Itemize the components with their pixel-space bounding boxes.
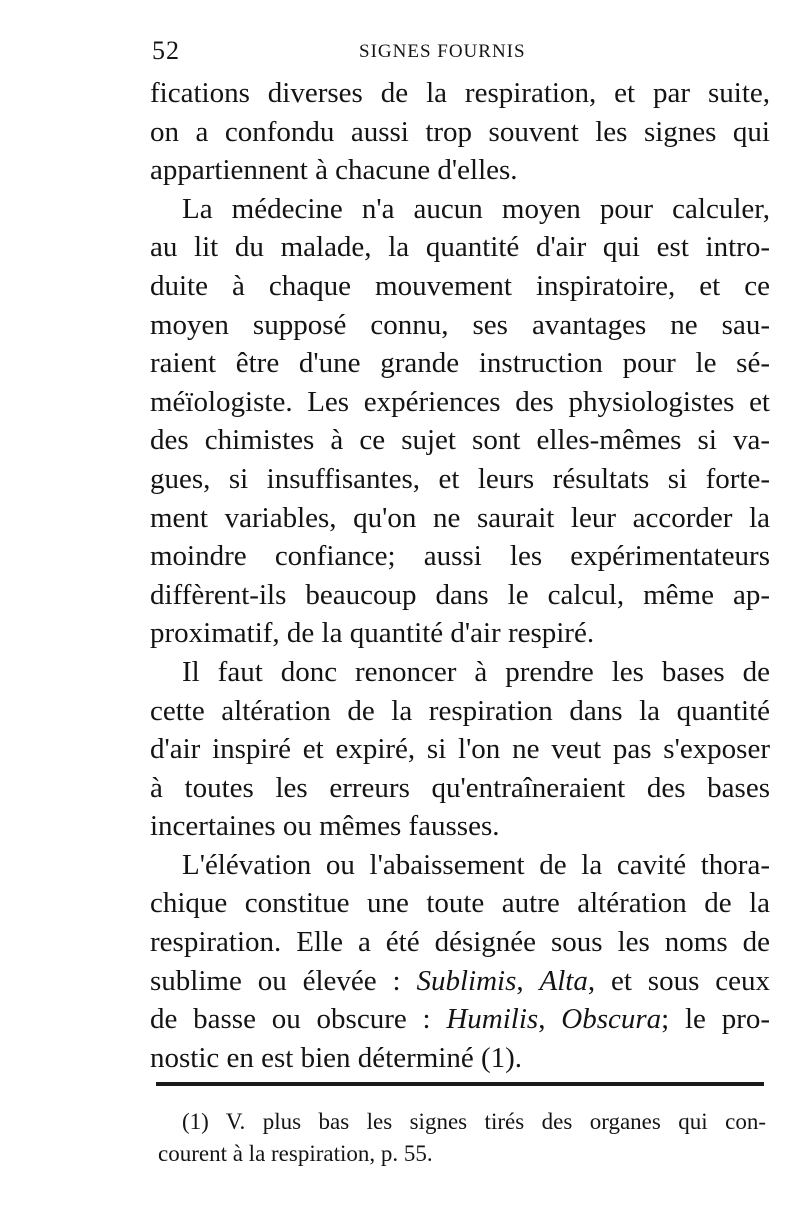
text-line: La médecine n'a aucun moyen pour calculer,: [182, 192, 770, 225]
text-line: [150, 962, 770, 1001]
text-line: on a confondu aussi trop souvent les signes qui: [150, 115, 770, 148]
text-line: duite à chaque mouvement inspiratoire, et ce: [150, 269, 770, 302]
text-run: ; le pro-: [661, 1003, 771, 1036]
latin-term: Humilis: [446, 1003, 539, 1036]
text-line: ment variables, qu'on ne saurait leur accorder la: [150, 501, 770, 534]
text-line: des chimistes à ce sujet sont elles-mêmes si va-: [150, 424, 770, 457]
paragraph-4: [150, 846, 770, 1078]
text-line: incertaines ou mêmes fausses.: [150, 810, 500, 843]
paragraph-2: [150, 190, 770, 653]
page-header: [152, 34, 772, 68]
text-line: Il faut donc renoncer à prendre les bases de: [182, 655, 770, 688]
text-run: ,: [516, 964, 540, 997]
body-text: [150, 74, 770, 1077]
text-line: respiration. Elle a été désignée sous les noms de: [150, 926, 770, 959]
footnote-line: courent à la respiration, p. 55.: [158, 1141, 433, 1166]
text-line: méïologiste. Les expériences des physiologistes et: [150, 385, 770, 418]
latin-term: Alta: [539, 964, 588, 997]
running-head: SIGNES FOURNIS: [359, 41, 526, 62]
paragraph-1: [150, 74, 770, 190]
latin-term: Obscura: [561, 1003, 662, 1036]
page-number: 52: [152, 36, 180, 65]
text-line: appartiennent à chacune d'elles.: [150, 154, 518, 187]
text-run: sublime ou élevée :: [150, 964, 417, 997]
text-line: au lit du malade, la quantité d'air qui est intro-: [150, 231, 770, 264]
latin-term: Sublimis: [416, 964, 517, 997]
text-line: à toutes les erreurs qu'entraîneraient des bases: [150, 771, 770, 804]
text-line: gues, si insuffisantes, et leurs résultats si forte-: [150, 462, 770, 495]
text-line: nostic en est bien déterminé (1).: [150, 1041, 523, 1074]
paragraph-3: [150, 653, 770, 846]
text-run: de basse ou obscure :: [150, 1003, 447, 1036]
text-line: cette altération de la respiration dans la quantité: [150, 694, 770, 727]
footnote-rule: [156, 1082, 764, 1086]
text-line: fications diverses de la respiration, et par suite,: [150, 77, 770, 109]
text-line: raient être d'une grande instruction pour le sé-: [150, 347, 770, 380]
text-run: ,: [538, 1003, 562, 1036]
text-line: [150, 1000, 770, 1039]
text-line: d'air inspiré et expiré, si l'on ne veut pas s'exposer: [150, 733, 770, 766]
text-line: diffèrent-ils beaucoup dans le calcul, même ap-: [150, 578, 770, 611]
text-line: moindre confiance; aussi les expérimentateurs: [150, 540, 770, 573]
text-line: moyen supposé connu, ses avantages ne sau-: [150, 308, 770, 341]
text-line: chique constitue une toute autre altération de la: [150, 887, 770, 920]
footnote-line: (1) V. plus bas les signes tirés des organes qui con-: [182, 1109, 766, 1134]
text-run: , et sous ceux: [587, 964, 771, 997]
text-line: L'élévation ou l'abaissement de la cavité thora-: [182, 848, 770, 881]
text-line: proximatif, de la quantité d'air respiré.: [150, 617, 595, 650]
footnote: [158, 1106, 766, 1170]
